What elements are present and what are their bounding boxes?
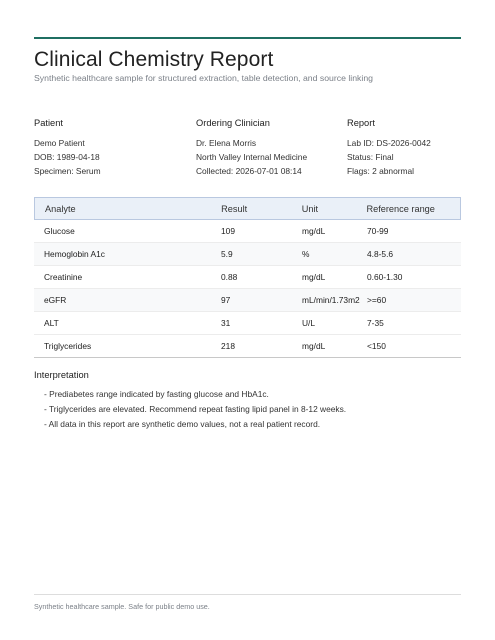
unit-cell: U/L — [302, 318, 316, 328]
clinician-info — [196, 118, 307, 178]
reference-range-cell: 70-99 — [367, 226, 389, 236]
interpretation-item: - Triglycerides are elevated. Recommend repeat fasting lipid panel in 8-12 weeks. — [44, 404, 347, 414]
table-row — [34, 312, 461, 335]
analyte-cell: Creatinine — [44, 272, 83, 282]
reference-range-cell: 0.60-1.30 — [367, 272, 403, 282]
result-cell: 5.9 — [221, 249, 233, 259]
unit-cell: mg/dL — [302, 226, 326, 236]
analyte-cell: Hemoglobin A1c — [44, 249, 105, 259]
analyte-cell: eGFR — [44, 295, 67, 305]
reference-range-cell: <150 — [367, 341, 386, 351]
clinician-heading: Ordering Clinician — [196, 118, 270, 128]
analyte-cell: ALT — [44, 318, 59, 328]
column-header-result: Result — [221, 203, 248, 214]
patient-specimen: Specimen: Serum — [34, 166, 101, 176]
table-row — [34, 220, 461, 243]
footer-note: Synthetic healthcare sample. Safe for public demo use. — [34, 602, 210, 611]
lab-id: Lab ID: DS-2026-0042 — [347, 138, 431, 148]
table-row — [34, 266, 461, 289]
unit-cell: mg/dL — [302, 272, 326, 282]
table-row — [34, 289, 461, 312]
report-heading: Report — [347, 118, 375, 128]
patient-heading: Patient — [34, 118, 63, 128]
abnormal-flags: Flags: 2 abnormal — [347, 166, 415, 176]
result-cell: 97 — [221, 295, 231, 305]
patient-name: Demo Patient — [34, 138, 85, 148]
column-header-analyte: Analyte — [45, 203, 76, 214]
reference-range-cell: >=60 — [367, 295, 387, 305]
clinician-name: Dr. Elena Morris — [196, 138, 257, 148]
result-cell: 109 — [221, 226, 235, 236]
collected-time: Collected: 2026-07-01 08:14 — [196, 166, 302, 176]
unit-cell: mg/dL — [302, 341, 326, 351]
report-status: Status: Final — [347, 152, 394, 162]
footer-divider — [34, 594, 461, 595]
unit-cell: % — [302, 249, 310, 259]
reference-range-cell: 4.8-5.6 — [367, 249, 394, 259]
column-header-reference-range: Reference range — [366, 203, 435, 214]
interpretation-heading: Interpretation — [34, 370, 89, 380]
reference-range-cell: 7-35 — [367, 318, 384, 328]
interpretation-list — [44, 387, 346, 432]
unit-cell: mL/min/1.73m2 — [302, 295, 360, 305]
table-row — [34, 335, 461, 358]
interpretation-item: - Prediabetes range indicated by fasting glucose and HbA1c. — [44, 389, 269, 399]
patient-dob: DOB: 1989-04-18 — [34, 152, 100, 162]
result-cell: 218 — [221, 341, 235, 351]
header-accent-rule — [34, 37, 461, 39]
results-table — [34, 197, 461, 358]
results-table-header — [34, 197, 461, 220]
interpretation-item: - All data in this report are synthetic demo values, not a real patient record. — [44, 419, 321, 429]
table-row — [34, 243, 461, 266]
analyte-cell: Triglycerides — [44, 341, 92, 351]
report-subtitle: Synthetic healthcare sample for structured extraction, table detection, and source linking — [34, 73, 373, 83]
result-cell: 31 — [221, 318, 231, 328]
result-cell: 0.88 — [221, 272, 238, 282]
report-title: Clinical Chemistry Report — [34, 48, 274, 71]
clinician-practice: North Valley Internal Medicine — [196, 152, 308, 162]
patient-info — [34, 118, 101, 178]
column-header-unit: Unit — [301, 203, 319, 214]
analyte-cell: Glucose — [44, 226, 75, 236]
report-info — [347, 118, 431, 178]
